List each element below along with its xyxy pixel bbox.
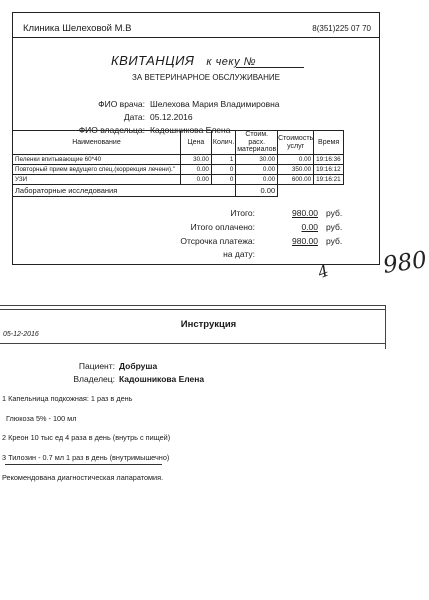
lab-name: Лабораторные исследования: [13, 185, 236, 197]
column-header: Наименование: [13, 131, 181, 155]
date-label: Дата:: [123, 112, 145, 122]
table-row: [13, 155, 344, 165]
due-label: на дату:: [223, 249, 255, 259]
item-service: 350.00: [278, 165, 314, 175]
instruction-owner-field: [65, 374, 204, 384]
instruction-top-border-inner: [0, 309, 385, 310]
owner-label: ФИО владельца:: [78, 125, 145, 135]
item-time: 19:16:36: [314, 155, 344, 165]
total-label: Итого:: [230, 208, 255, 218]
doctor-label: ФИО врача:: [98, 99, 145, 109]
header-divider: [13, 37, 379, 38]
doctor-value: Шелехова Мария Владимировна: [150, 99, 280, 109]
item-qty: 1: [211, 155, 236, 165]
table-row: [13, 165, 344, 175]
column-header: Время: [314, 131, 344, 155]
patient-label: Пациент:: [78, 361, 115, 371]
item-service: 600.00: [278, 175, 314, 185]
column-header: Колич.: [211, 131, 236, 155]
table-header-row: [13, 131, 344, 155]
prescription-underline: [5, 464, 162, 465]
item-name: УЗИ: [13, 175, 181, 185]
total-value: 980.00: [292, 208, 318, 218]
items-table: [12, 130, 344, 197]
check-number-line: [236, 67, 304, 68]
table-row: [13, 175, 344, 185]
paid-label: Итого оплачено:: [190, 222, 255, 232]
item-qty: 0: [211, 165, 236, 175]
item-price: 0.00: [180, 175, 211, 185]
deferred-unit: руб.: [326, 236, 343, 246]
paid-value: 0.00: [301, 222, 318, 232]
owner-value: Кадошникова Елена: [150, 125, 231, 135]
receipt-title-text: КВИТАНЦИЯ: [111, 53, 195, 68]
item-materials: 0.00: [236, 175, 278, 185]
item-materials: 30.00: [236, 155, 278, 165]
receipt-title: [111, 53, 256, 68]
total-unit: руб.: [326, 208, 343, 218]
item-name: Повторный прием ведущего спец.(коррекция лечени).": [13, 165, 181, 175]
prescription-item: 1 Капельница подкожная: 1 раз в день: [2, 394, 133, 403]
deferred-label: Отсрочка платежа:: [180, 236, 255, 246]
instruction-title: Инструкция: [180, 319, 237, 330]
item-materials: 0.00: [236, 165, 278, 175]
item-service: 0.00: [278, 155, 314, 165]
patient-field: [65, 361, 157, 371]
paid-unit: руб.: [326, 222, 343, 232]
instruction-date: 05-12-2016: [3, 331, 39, 338]
recommendation-text: Рекомендована диагностическая лапаратомия.: [2, 473, 164, 482]
date-field: [63, 112, 193, 122]
column-header: Стоим. расх. материалов: [237, 131, 277, 154]
table-row-lab: [13, 185, 344, 197]
item-price: 0.00: [180, 165, 211, 175]
column-header: Цена: [180, 131, 211, 155]
item-price: 30.00: [180, 155, 211, 165]
lab-materials: 0.00: [236, 185, 278, 197]
prescription-item: 3 Тилозин - 0.7 мл 1 раз в день (внутримышечно): [2, 453, 170, 462]
clinic-phone: 8(351)225 07 70: [312, 24, 371, 33]
clinic-name: Клиника Шелеховой М.В: [23, 23, 132, 34]
item-name: Пеленки впитывающие 60*40: [13, 155, 181, 165]
doctor-field: [63, 99, 280, 109]
prescription-subitem: Глюкоза 5% - 100 мл: [6, 414, 77, 423]
date-value: 05.12.2016: [150, 112, 193, 122]
instruction-owner-value: Кадошникова Елена: [119, 374, 205, 384]
deferred-value: 980.00: [292, 236, 318, 246]
item-time: 19:16:12: [314, 165, 344, 175]
item-qty: 0: [211, 175, 236, 185]
patient-value: Добруша: [119, 361, 158, 371]
column-header: Стоимость услуг: [278, 131, 314, 155]
instruction-owner-label: Владелец:: [73, 374, 115, 384]
check-number-label: к чеку №: [206, 56, 257, 68]
instruction-top-border: [0, 305, 385, 306]
item-time: 19:16:21: [314, 175, 344, 185]
handwritten-amount: 980: [381, 247, 429, 279]
receipt-subtitle: ЗА ВЕТЕРИНАРНОЕ ОБСЛУЖИВАНИЕ: [131, 73, 280, 82]
handwritten-signature: 4: [315, 260, 332, 283]
instruction-header-divider: [0, 343, 385, 344]
prescription-item: 2 Креон 10 тыс ед 4 раза в день (внутрь с пищей): [2, 433, 171, 442]
